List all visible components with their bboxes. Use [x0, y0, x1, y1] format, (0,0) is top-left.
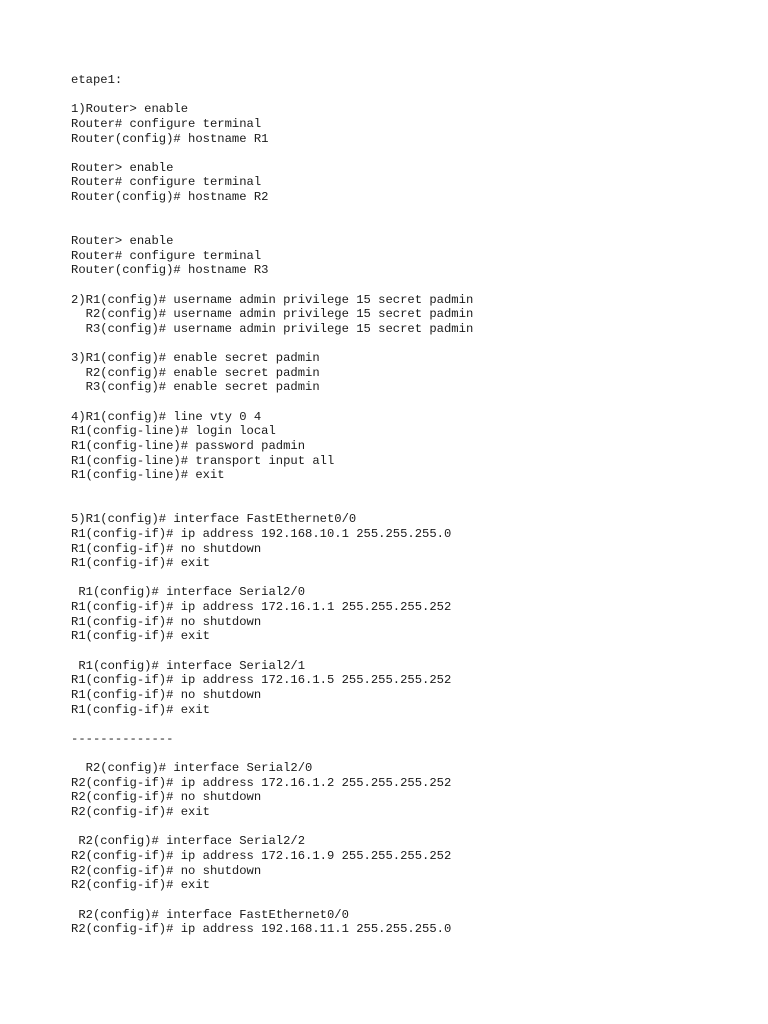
text-line: 3)R1(config)# enable secret padmin: [71, 351, 320, 366]
text-line: R1(config)# interface Serial2/1: [71, 658, 306, 673]
text-line: Router> enable: [71, 160, 174, 175]
blank-line: [71, 88, 473, 103]
text-line: R2(config-if)# no shutdown: [71, 863, 262, 878]
text-line: Router(config)# hostname R3: [71, 263, 269, 278]
blank-line: [71, 746, 473, 761]
blank-line: [71, 498, 473, 513]
blank-line: [71, 483, 473, 498]
text-line: R1(config-line)# login local: [71, 424, 276, 439]
text-line: R2(config-if)# exit: [71, 878, 210, 893]
blank-line: [71, 219, 473, 234]
text-line: 5)R1(config)# interface FastEthernet0/0: [71, 512, 357, 527]
text-line: R1(config-if)# exit: [71, 629, 210, 644]
text-line: R1(config-if)# no shutdown: [71, 541, 262, 556]
text-line: R2(config)# enable secret padmin: [71, 365, 320, 380]
text-line: R2(config-if)# exit: [71, 805, 210, 820]
blank-line: [71, 571, 473, 586]
text-line: R2(config-if)# ip address 172.16.1.2 255.255.255.252: [71, 775, 452, 790]
text-line: Router(config)# hostname R1: [71, 131, 269, 146]
text-line: R1(config-if)# ip address 172.16.1.1 255.255.255.252: [71, 600, 452, 615]
text-line: R2(config)# interface Serial2/2: [71, 834, 306, 849]
text-line: Router# configure terminal: [71, 175, 262, 190]
blank-line: [71, 820, 473, 835]
blank-line: [71, 717, 473, 732]
text-line: Router# configure terminal: [71, 248, 262, 263]
text-line: R1(config-line)# exit: [71, 468, 225, 483]
text-line: R2(config)# interface FastEthernet0/0: [71, 907, 349, 922]
text-line: 1)Router> enable: [71, 102, 189, 117]
text-line: R2(config)# username admin privilege 15 secret padmin: [71, 307, 474, 322]
text-line: R1(config-if)# ip address 172.16.1.5 255.255.255.252: [71, 673, 452, 688]
blank-line: [71, 146, 473, 161]
text-line: R1(config-if)# exit: [71, 702, 210, 717]
text-line: R2(config-if)# no shutdown: [71, 790, 262, 805]
text-line: R1(config-if)# no shutdown: [71, 687, 262, 702]
blank-line: [71, 893, 473, 908]
text-line: R1(config-if)# no shutdown: [71, 614, 262, 629]
document-body: [71, 73, 473, 937]
text-line: Router> enable: [71, 234, 174, 249]
text-line: R2(config-if)# ip address 172.16.1.9 255.255.255.252: [71, 848, 452, 863]
blank-line: [71, 395, 473, 410]
text-line: R3(config)# enable secret padmin: [71, 380, 320, 395]
text-line: R2(config-if)# ip address 192.168.11.1 255.255.255.0: [71, 922, 452, 937]
text-line: Router# configure terminal: [71, 116, 262, 131]
blank-line: [71, 337, 473, 352]
text-line: etape1:: [71, 73, 123, 87]
text-line: R3(config)# username admin privilege 15 secret padmin: [71, 321, 474, 336]
text-line: R1(config)# interface Serial2/0: [71, 585, 306, 600]
text-line: --------------: [71, 731, 174, 746]
text-line: Router(config)# hostname R2: [71, 190, 269, 205]
blank-line: [71, 278, 473, 293]
text-line: 2)R1(config)# username admin privilege 15 secret padmin: [71, 292, 474, 307]
blank-line: [71, 644, 473, 659]
text-line: R1(config-line)# password padmin: [71, 439, 306, 454]
text-line: R2(config)# interface Serial2/0: [71, 761, 313, 776]
text-line: R1(config-line)# transport input all: [71, 453, 335, 468]
text-line: 4)R1(config)# line vty 0 4: [71, 409, 262, 424]
text-line: R1(config-if)# exit: [71, 556, 210, 571]
text-line: R1(config-if)# ip address 192.168.10.1 255.255.255.0: [71, 526, 452, 541]
blank-line: [71, 205, 473, 220]
